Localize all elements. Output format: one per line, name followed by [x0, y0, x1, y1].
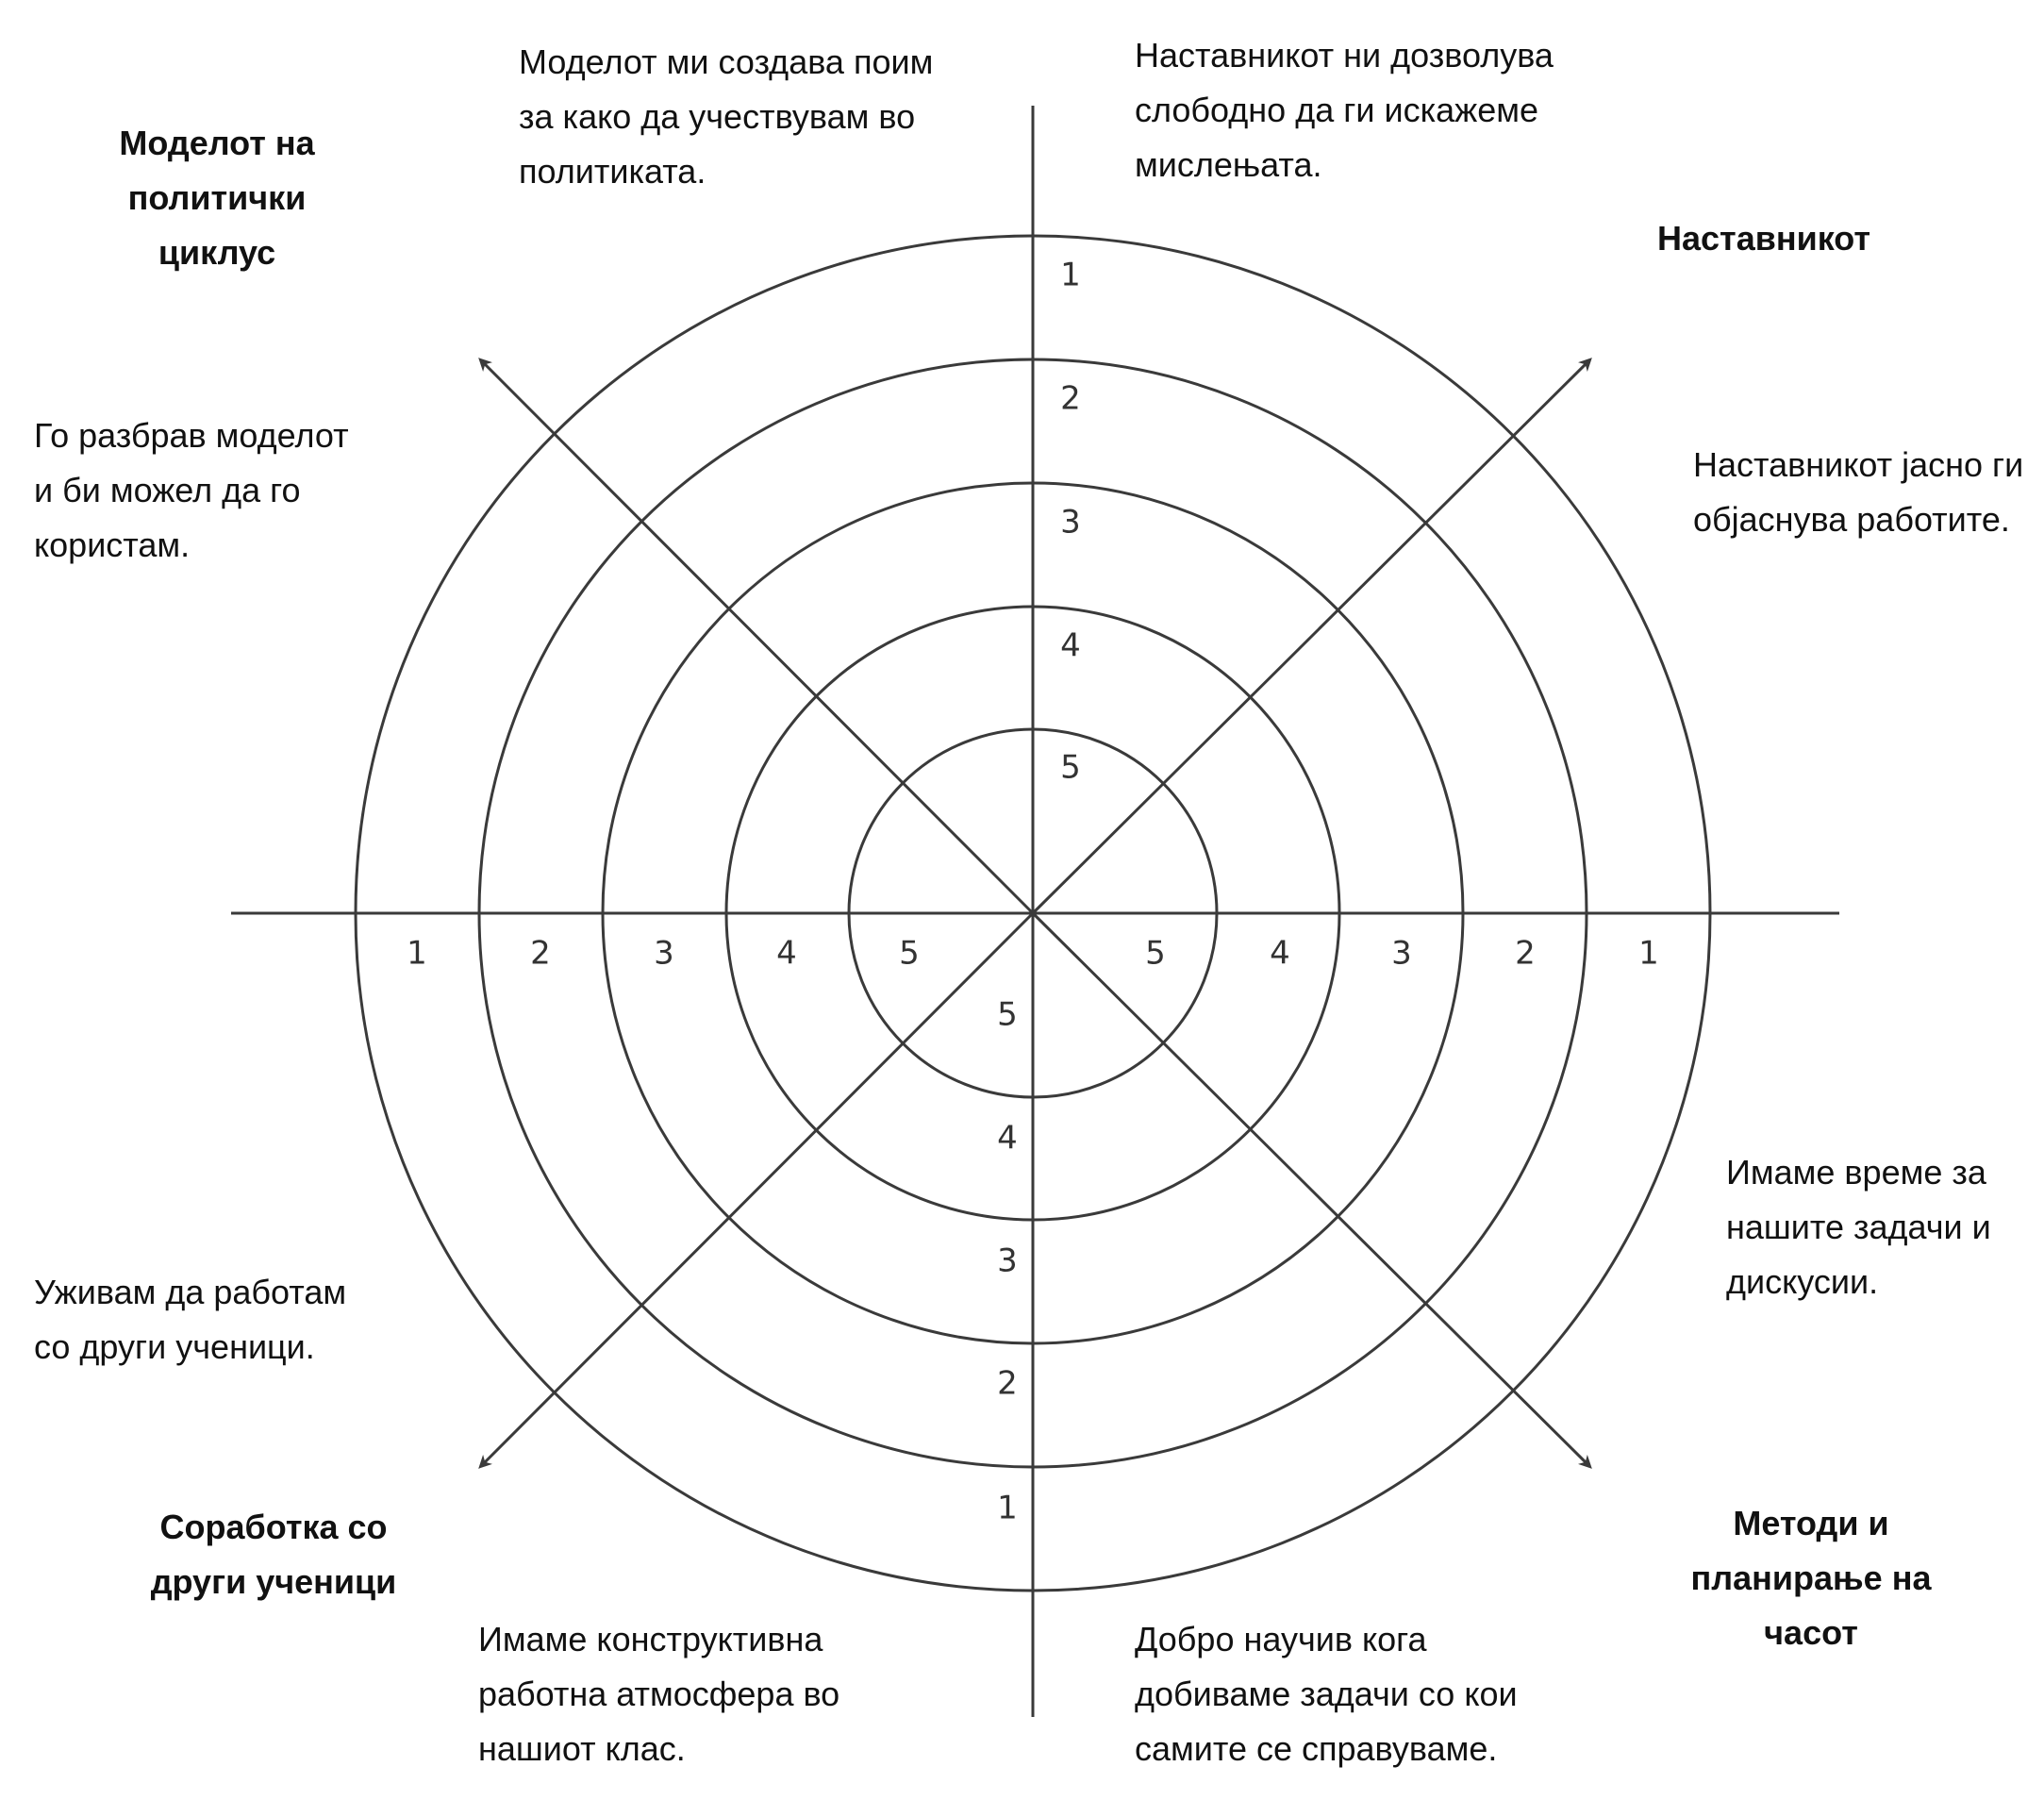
ring-label-bottom-2: 2	[997, 1364, 1018, 1403]
statement-time-for-tasks: Имаме време за нашите задачи и дискусии.	[1726, 1153, 1991, 1301]
statement-learned-self-tasks: Добро научив кога добиваме задачи со кои самите се справуваме.	[1135, 1620, 1518, 1768]
ring-label-top-5: 5	[1060, 748, 1081, 787]
arrow-bottom-right	[1033, 913, 1589, 1466]
statement-constructive-atmosphere: Имаме конструктивна работна атмосфера во нашиот клас.	[478, 1620, 840, 1768]
ring-label-right-2: 2	[1515, 934, 1536, 973]
ring-label-left-1: 1	[407, 934, 427, 973]
heading-teacher: Наставникот	[1657, 219, 1870, 258]
ring-label-bottom-4: 4	[997, 1119, 1018, 1158]
axes-group	[231, 106, 1839, 1717]
ring-label-bottom-3: 3	[997, 1242, 1018, 1280]
ring-label-top-3: 3	[1060, 503, 1081, 542]
arrow-top-right	[1033, 360, 1589, 913]
heading-political-cycle-model: Моделот на политички циклус	[119, 124, 315, 272]
ring-label-left-3: 3	[654, 934, 674, 973]
arrow-top-left	[481, 360, 1033, 913]
ring-label-right-1: 1	[1638, 934, 1659, 973]
ring-label-left-4: 4	[776, 934, 797, 973]
ring-label-bottom-1: 1	[997, 1489, 1018, 1527]
ring-label-right-5: 5	[1145, 934, 1166, 973]
heading-methods-planning: Методи и планирање на часот	[1690, 1504, 1932, 1652]
ring-label-bottom-5: 5	[997, 995, 1018, 1034]
statement-understood-model: Го разбрав моделот и би можел да го користам.	[34, 416, 349, 564]
ring-label-right-4: 4	[1270, 934, 1290, 973]
statement-teacher-explains: Наставникот јасно ги објаснува работите.	[1693, 445, 2024, 539]
statement-teacher-opinions: Наставникот ни дозволува слободно да ги искажеме мислењата.	[1135, 36, 1554, 184]
ring-label-left-5: 5	[899, 934, 920, 973]
ring-label-top-1: 1	[1060, 256, 1081, 294]
statement-enjoy-working: Уживам да работам со други ученици.	[34, 1273, 347, 1366]
ring-label-top-2: 2	[1060, 379, 1081, 418]
ring-label-right-3: 3	[1391, 934, 1412, 973]
ring-label-left-2: 2	[530, 934, 551, 973]
arrow-bottom-left	[481, 913, 1033, 1466]
statement-model-participation: Моделот ми создава поим за како да учествувам во политиката.	[519, 42, 934, 191]
ring-label-top-4: 4	[1060, 626, 1081, 665]
heading-collaboration: Соработка со други ученици	[150, 1508, 397, 1601]
